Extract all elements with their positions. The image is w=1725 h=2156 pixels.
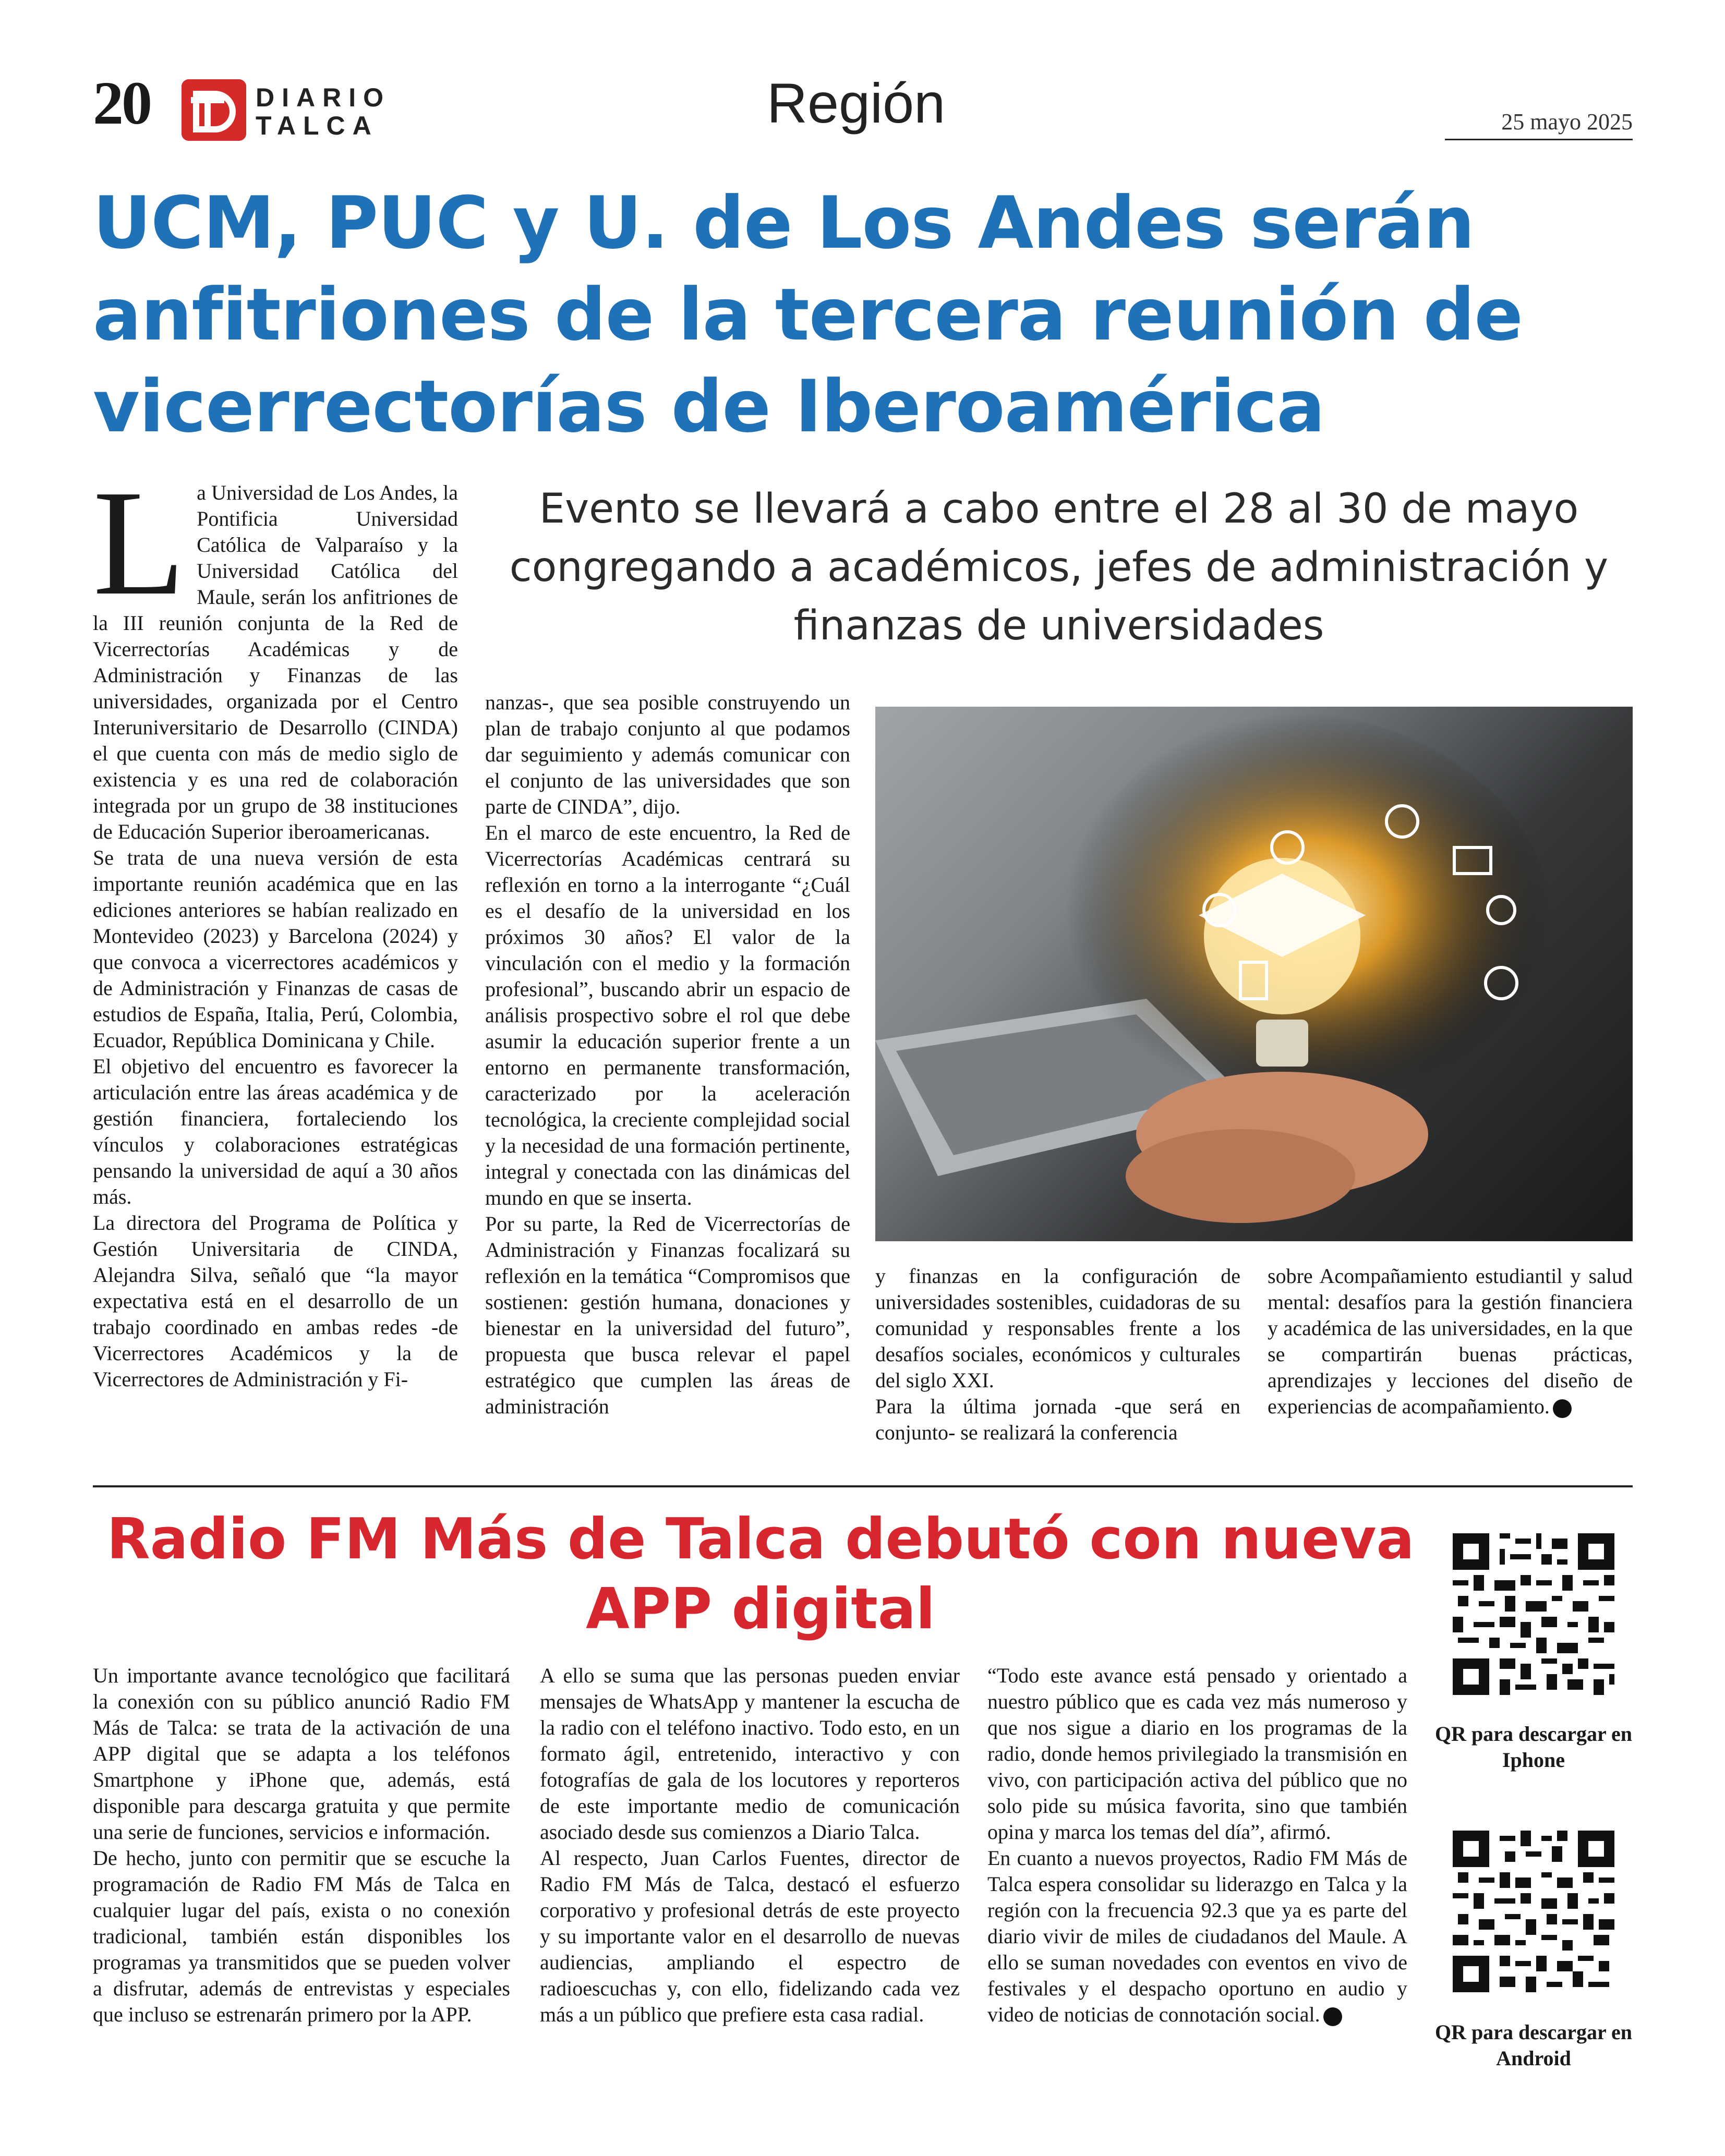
article1-subhead: Evento se llevará a cabo entre el 28 al 30 de mayo congregando a académicos, jefes de administración y finanzas de universidades bbox=[509, 486, 1609, 649]
article1-paragraph: Para la última jornada -que será en conjunto- se realizará la conferencia bbox=[875, 1395, 1240, 1444]
article1-column-4 bbox=[1268, 1263, 1633, 1420]
section-divider bbox=[93, 1485, 1633, 1487]
logo-wordmark bbox=[256, 83, 391, 140]
article2-paragraph: A ello se suma que las personas pueden enviar mensajes de WhatsApp y mantener la escucha de la radio con el teléfono inactivo. Todo esto, en un formato ágil, entretenido, interactivo y con fotografías de gala de los locutores y reporteros de este importante medio de comunicación asociado desde sus comienzos a Diario Talca. bbox=[540, 1664, 960, 1844]
article2-paragraph: De hecho, junto con permitir que se escuche la programación de Radio FM Más de Talca en cualquier lugar del país, exista o no conexión tradicional, también están disponibles los programas ya transmitidos que se pueden volver a disfrutar, además de entrevistas y especiales que incluso se estrenarán primero por la APP. bbox=[93, 1846, 510, 2026]
article1-lead-paragraph: a Universidad de Los Andes, la Pontificia Universidad Católica de Valparaíso y la Universidad Católica del Maule, serán los anfitriones de la III reunión conjunta de la Red de Vicerrectorías Académicas y de Administración y Finanzas de las universidades, organizada por el Centro Interuniversitario de Desarrollo (CINDA) el que cuenta con más de medio siglo de existencia y es una red de colaboración integrada por un grupo de 38 instituciones de Educación Superior iberoamericanas. bbox=[93, 481, 458, 843]
article2-column-3 bbox=[987, 1663, 1407, 2028]
article1-paragraph: Se trata de una nueva versión de esta importante reunión académica que en las ediciones anteriores se habían realizado en Montevideo (2023) y Barcelona (2024) y que convoca a vicerrectores académicos y de Administración y Finanzas de casas de estudios de España, Italia, Perú, Colombia, Ecuador, República Dominicana y Chile. bbox=[93, 846, 458, 1052]
article1-paragraph: La directora del Programa de Política y Gestión Universitaria de CINDA, Alejandra Silva, señaló que “la mayor expectativa está en el desarrollo de un trabajo coordinado en ambas redes -de Vicerrectores Académicos y la de Vicerrectores de Administración y Fi- bbox=[93, 1211, 458, 1391]
article2-paragraph: “Todo este avance está pensado y orientado a nuestro público que es cada vez más numeroso y que nos sigue a diario en los programas de la radio, donde hemos privilegiado la transmisión en vivo, con participación activa del público que no solo pide su música favorita, sino que también opina y marca los temas del día”, afirmó. bbox=[987, 1664, 1407, 1844]
article2-column-2 bbox=[540, 1663, 960, 2028]
section-title: Región bbox=[767, 71, 946, 135]
qr-iphone-caption: QR para descargar en Iphone bbox=[1434, 1722, 1633, 1772]
article2-column-1 bbox=[93, 1663, 510, 2028]
qr-android-caption: QR para descargar en Android bbox=[1434, 2020, 1633, 2070]
end-mark-icon bbox=[1553, 1399, 1572, 1418]
lightbulb-graduation-photo bbox=[875, 707, 1633, 1241]
article1-paragraph: sobre Acompañamiento estudiantil y salud mental: desafíos para la gestión financiera y académica de las universidades, en la que se compartirán buenas prácticas, aprendizajes y lecciones del diseño de experiencias de acompañamiento. bbox=[1268, 1264, 1633, 1418]
article1-headline: UCM, PUC y U. de Los Andes serán anfitriones de la tercera reunión de vicerrectorías de Iberoamérica bbox=[93, 181, 1523, 449]
date-underline bbox=[1445, 139, 1633, 140]
article1-column-3 bbox=[875, 1263, 1240, 1446]
article1-paragraph: nanzas-, que sea posible construyendo un plan de trabajo conjunto al que podamos dar seguimiento y además comunicar con el conjunto de las universidades que son parte de CINDA”, dijo. bbox=[485, 691, 850, 818]
article1-column-2 bbox=[485, 689, 850, 1420]
article1-paragraph: El objetivo del encuentro es favorecer la articulación entre las áreas académica y de gestión financiera, fortaleciendo los vínculos y colaboraciones estratégicas pensando la universidad de aquí a 30 años más. bbox=[93, 1055, 458, 1208]
logo-line-talca: TALCA bbox=[256, 111, 379, 140]
article1-paragraph: En el marco de este encuentro, la Red de Vicerrectorías Académicas centrará su reflexión en torno a la interrogante “¿Cuál es el desafío de la universidad en los próximos 30 años? El valor de la vinculación con el medio y la formación profesional”, buscando abrir un espacio de análisis prospectivo sobre el rol que debe asumir la educación superior frente a un entorno en permanente transformación, caracterizado por la aceleración tecnológica, la creciente complejidad social y la necesidad de una formación pertinente, integral y conectada con las dinámicas del mundo en que se inserta. bbox=[485, 821, 850, 1209]
qr-code-iphone-icon[interactable] bbox=[1447, 1528, 1620, 1700]
issue-date: 25 mayo 2025 bbox=[1501, 109, 1633, 135]
page-number: 20 bbox=[93, 69, 150, 137]
article2-paragraph: Al respecto, Juan Carlos Fuentes, director de Radio FM Más de Talca, destacó el esfuerzo corporativo y profesional detrás de este proyecto y su importante valor en el desarrollo de nuevas audiencias, ampliando el espectro de radioescuchas y, con ello, fidelizando cada vez más a un público que prefiere esta casa radial. bbox=[540, 1846, 960, 2026]
dropcap: L bbox=[93, 459, 186, 626]
logo-line-diario: DIARIO bbox=[256, 83, 391, 112]
end-mark-icon bbox=[1323, 2007, 1342, 2026]
diario-talca-logo-icon bbox=[182, 79, 246, 141]
article1-paragraph: y finanzas en la configuración de universidades sostenibles, cuidadoras de su comunidad y responsables frente a los desafíos sociales, económicos y culturales del siglo XXI. bbox=[875, 1264, 1240, 1392]
qr-code-android-icon[interactable] bbox=[1447, 1825, 1620, 1997]
article1-column-1 bbox=[93, 459, 458, 1392]
article2-paragraph: Un importante avance tecnológico que facilitará la conexión con su público anunció Radio FM Más de Talca: se trata de la activación de una APP digital que se adapta a los teléfonos Smartphone y iPhone que, además, está disponible para descarga gratuita y que permite una serie de funciones, servicios e información. bbox=[93, 1664, 510, 1844]
article2-paragraph: En cuanto a nuevos proyectos, Radio FM Más de Talca espera consolidar su liderazgo en Talca y la región con la frecuencia 92.3 que ya es parte del diario vivir de miles de ciudadanos del Maule. A ello se suman novedades con eventos en vivo de festivales y el despacho oportuno en audio y video de noticias de connotación social. bbox=[987, 1846, 1407, 2026]
article2-headline: Radio FM Más de Talca debutó con nueva APP digital bbox=[106, 1507, 1415, 1642]
article1-paragraph: Por su parte, la Red de Vicerrectorías de Administración y Finanzas focalizará su reflexión en la temática “Compromisos que sostienen: gestión humana, donaciones y bienestar en la universidad del futuro”, propuesta que busca relevar el papel estratégico que cumplen las áreas de administración bbox=[485, 1212, 850, 1418]
